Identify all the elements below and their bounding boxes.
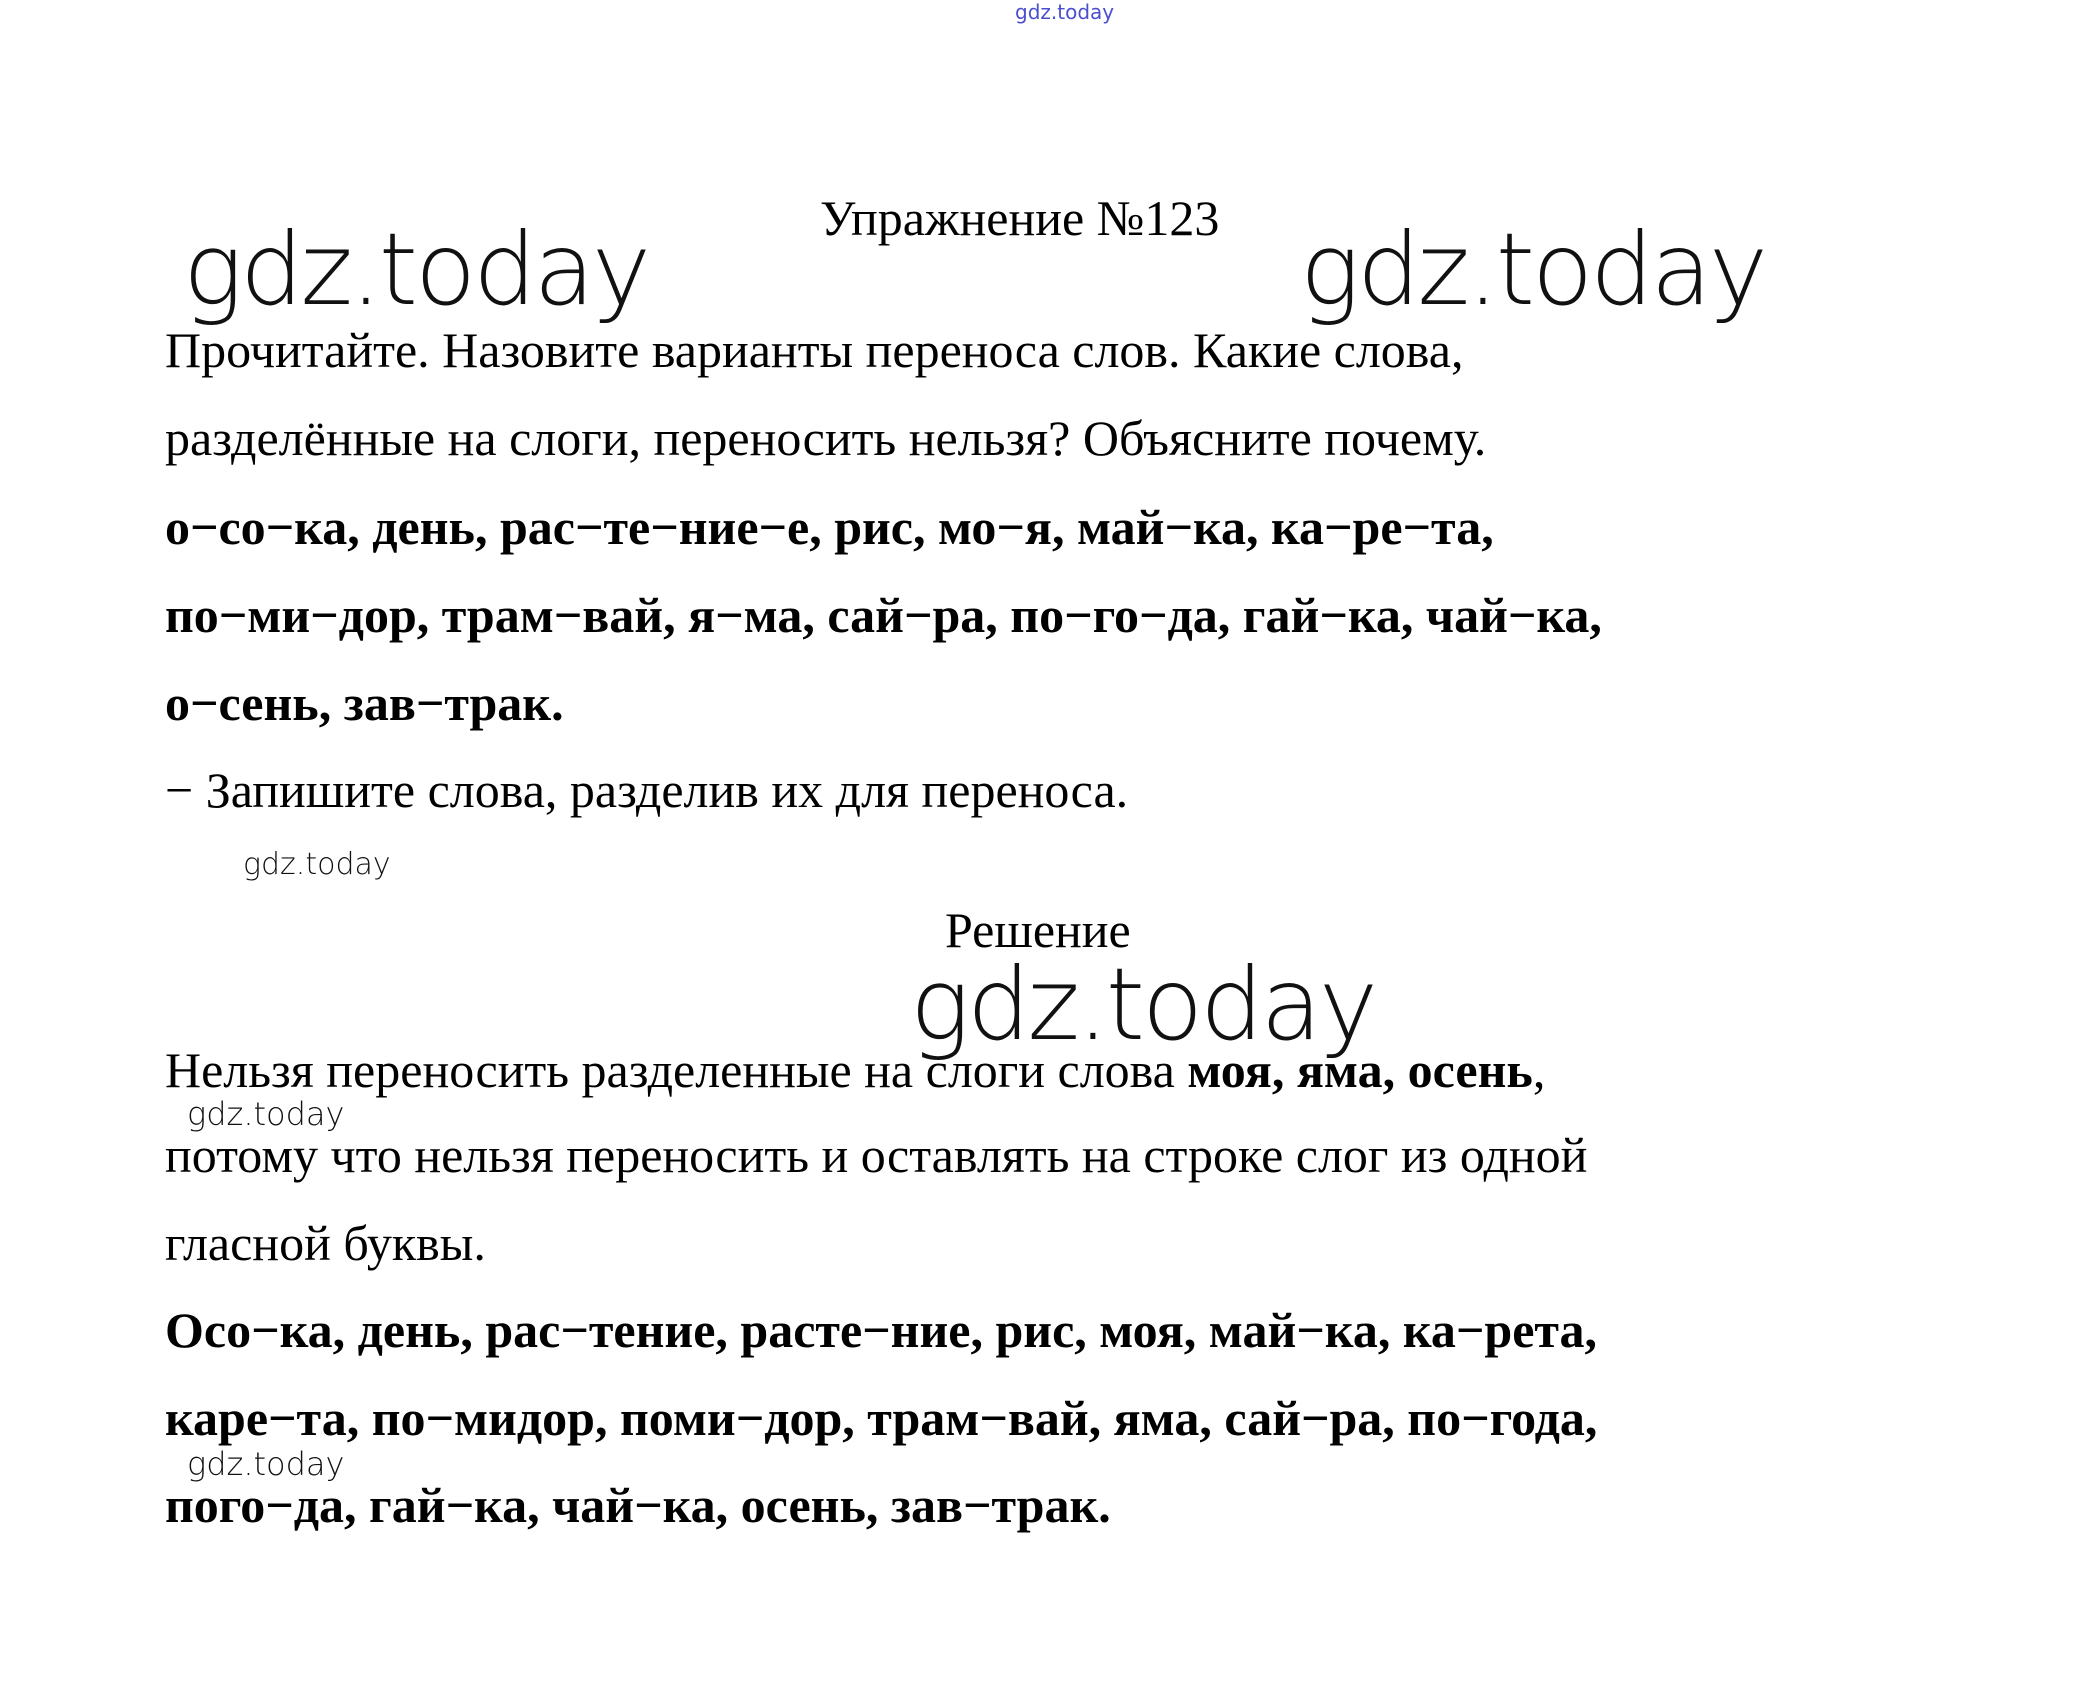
watermark-small-2: gdz.today (187, 1095, 345, 1133)
watermark-small-3: gdz.today (187, 1445, 345, 1483)
exercise-title: Упражнение №123 (820, 190, 1220, 246)
watermark-big-center: gdz.today (910, 946, 1376, 1063)
watermark-big-right: gdz.today (1300, 211, 1766, 328)
explanation-line-2: потому что нельзя переносить и оставлять на строке слог из одной (165, 1127, 1588, 1183)
word-line-3: о−сень, зав−трак. (165, 675, 564, 731)
task-line-1: Прочитайте. Назовите варианты переноса слов. Какие слова, (165, 322, 1464, 378)
solution-title: Решение (945, 902, 1131, 958)
explanation-line-3: гласной буквы. (165, 1215, 486, 1271)
explanation-line-1-bold: моя, яма, осень (1187, 1042, 1533, 1098)
instruction-line: − Запишите слова, разделив их для переноса. (165, 762, 1129, 818)
explanation-line-1 (165, 1042, 1546, 1098)
answer-line-2: каре−та, по−мидор, поми−дор, трам−вай, яма, сай−ра, по−года, (165, 1390, 1598, 1446)
watermark-big-left: gdz.today (183, 211, 649, 328)
answer-line-1: Осо−ка, день, рас−тение, расте−ние, рис, моя, май−ка, ка−рета, (165, 1302, 1598, 1358)
explanation-line-1-start: Нельзя переносить разделенные на слоги слова (165, 1042, 1188, 1098)
watermark-small-1: gdz.today (243, 847, 391, 882)
word-line-1: о−со−ка, день, рас−те−ние−е, рис, мо−я, май−ка, ка−ре−та, (165, 499, 1494, 555)
word-line-2: по−ми−дор, трам−вай, я−ма, сай−ра, по−го−да, гай−ка, чай−ка, (165, 587, 1602, 643)
task-line-2: разделённые на слоги, переносить нельзя? Объясните почему. (165, 410, 1487, 466)
explanation-line-1-end: , (1532, 1042, 1546, 1098)
watermark-top: gdz.today (1015, 0, 1115, 24)
answer-line-3: пого−да, гай−ка, чай−ка, осень, зав−трак. (165, 1477, 1111, 1533)
